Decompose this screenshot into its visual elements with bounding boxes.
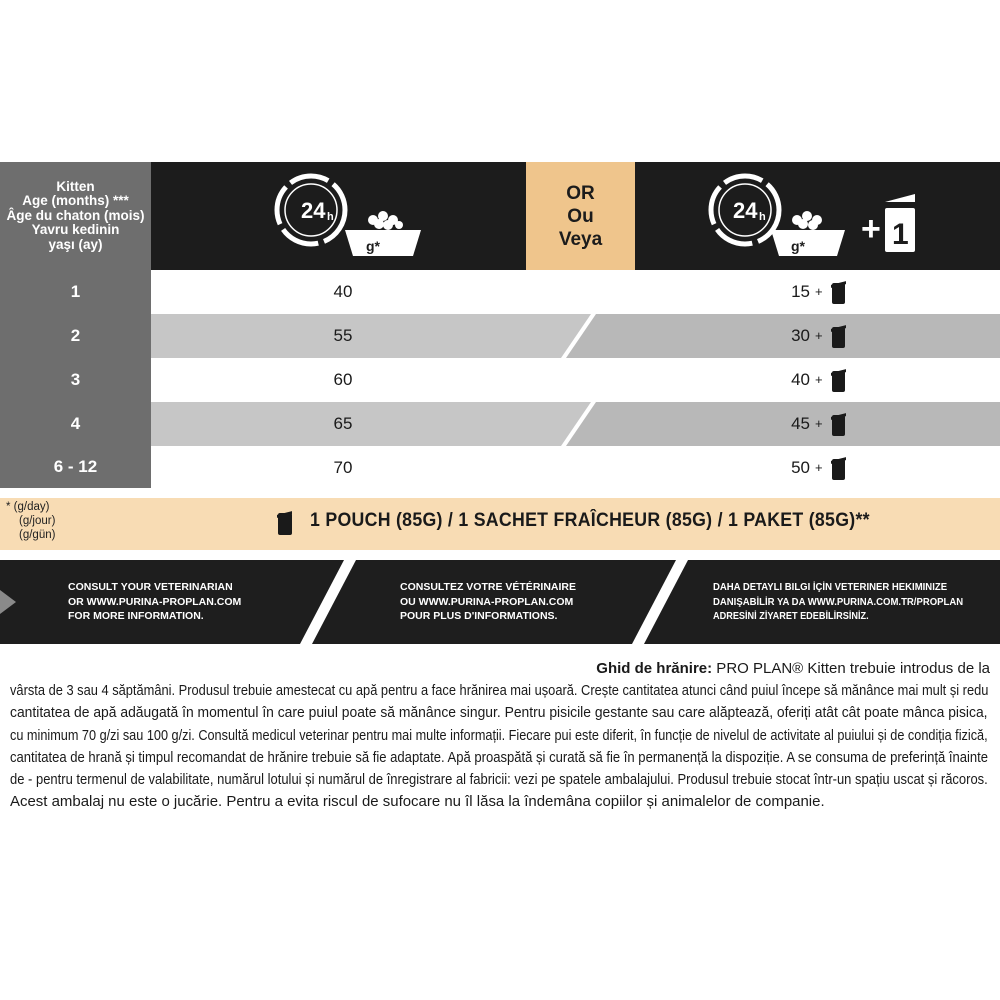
table-row — [151, 358, 1000, 402]
pouch-icon — [832, 415, 845, 436]
unit-line: * (g/day) — [6, 501, 50, 513]
consult-line: CONSULT YOUR VETERINARIAN — [68, 581, 233, 593]
consult-text-en — [68, 580, 241, 624]
consult-line: DANIŞABİLİR YA DA WWW.PURINA.COM.TR/PROPLAN — [713, 595, 964, 608]
consult-line: OR WWW.PURINA-PROPLAN.COM — [68, 595, 242, 608]
units-legend — [6, 500, 55, 542]
pouch-icon — [832, 371, 845, 392]
age-header-line: Kitten — [56, 178, 95, 194]
table-row-age: 3 — [0, 358, 151, 402]
pouch-icon — [832, 459, 845, 480]
mixed-grams-value: 30 — [791, 326, 810, 345]
mixed-grams-value: 15 — [791, 282, 810, 301]
guide-title: Ghid de hrănire: — [596, 660, 713, 677]
mixed-grams-value: 45 — [791, 414, 810, 433]
mixed-grams-value: 40 — [791, 370, 810, 389]
dry-grams-value: 55 — [333, 326, 353, 345]
clock-hours-text: 24 — [733, 198, 758, 223]
plus-sign: + — [815, 328, 823, 343]
clock-bowl-pouch-icon — [705, 172, 995, 264]
consult-line: FOR MORE INFORMATION. — [68, 610, 204, 622]
dry-food-header — [151, 162, 526, 270]
dry-grams-value: 40 — [333, 282, 353, 301]
age-header-line: Age (months) *** — [22, 193, 129, 209]
pouch-count: 1 — [892, 218, 909, 251]
clock-unit-text: h — [327, 211, 334, 223]
consult-text-tr — [713, 580, 1000, 624]
guide-line: cantitatea de hrană și timpul recomandat de hrănire trebuie să fie adaptate. Apă proaspătă și curată să fie în permanență la dispoziție. A se consuma de preferință înainte — [10, 748, 989, 766]
or-label-en: OR — [566, 182, 595, 204]
age-header-line: yaşı (ay) — [48, 236, 103, 252]
unit-line: (g/jour) — [19, 515, 56, 527]
plus-sign: + — [815, 372, 823, 387]
guide-first-line — [10, 658, 990, 680]
consult-line: DAHA DETAYLI BILGI İÇİN VETERINER HEKIMINIZE — [713, 581, 948, 593]
consult-line: ADRESİNİ ZİYARET EDEBİLİRSİNİZ. — [713, 610, 869, 622]
guide-line: Acest ambalaj nu este o jucărie. Pentru a evita riscul de sufocare nu îl lăsa la îndemâna copiilor și animalelor de companie. — [10, 793, 825, 811]
mixed-feeding-header — [635, 162, 1000, 270]
feeding-guide-text — [10, 658, 990, 813]
table-row-age: 2 — [0, 314, 151, 358]
clock-unit-text: h — [759, 211, 766, 223]
or-divider-header — [526, 162, 635, 270]
plus-sign: + — [861, 210, 881, 248]
pouch-size-note: 1 POUCH (85G) / 1 SACHET FRAÎCHEUR (85G) / 1 PAKET (85G)** — [310, 510, 870, 531]
age-header-line: Yavru kedinin — [31, 222, 120, 238]
dry-grams-value: 65 — [333, 414, 353, 433]
consult-text-fr — [400, 580, 576, 624]
guide-intro: PRO PLAN® Kitten trebuie introdus de la — [712, 660, 990, 677]
mixed-grams-value: 50 — [791, 458, 810, 477]
unit-line: (g/gün) — [19, 529, 56, 541]
guide-line: vârsta de 3 sau 4 săptămâni. Produsul trebuie amestecat cu apă pentru a face hrănirea mai ușoară. Crește cantitatea atunci când puiul începe să mănânce mai mult și redu — [10, 682, 989, 700]
consult-line: POUR PLUS D'INFORMATIONS. — [400, 610, 558, 622]
consult-line: CONSULTEZ VOTRE VÉTÉRINAIRE — [400, 581, 576, 593]
grams-label: g* — [366, 238, 380, 254]
age-header-line: Âge du chaton (mois) — [6, 207, 145, 223]
food-bowl-icon — [341, 200, 426, 262]
table-row — [151, 402, 1000, 446]
guide-line: cantitatea de apă adăugată în momentul în care puiul poate să mănânce singur. Pentru pisicile gestante sau care alăptează, oferiți atât cât poate mânca pisica, — [10, 704, 988, 722]
table-row — [151, 446, 1000, 490]
table-row — [151, 314, 1000, 358]
table-row — [151, 270, 1000, 314]
pouch-icon — [278, 513, 292, 535]
table-row-age: 4 — [0, 402, 151, 446]
dry-grams-value: 70 — [333, 458, 353, 477]
dry-grams-value: 60 — [333, 370, 353, 389]
plus-sign: + — [815, 284, 823, 299]
guide-line: de - pentru termenul de valabilitate, numărul lotului și numărul de înregistrare al fabricii: vezi pe spatele ambalajului. Produsul trebuie stocat într-un spațiu uscat și răcoros. — [10, 771, 988, 789]
table-row-age: 1 — [0, 270, 151, 314]
pouch-icon — [832, 283, 845, 304]
pouch-icon — [832, 327, 845, 348]
consult-line: OU WWW.PURINA-PROPLAN.COM — [400, 595, 574, 608]
grams-label: g* — [791, 238, 805, 254]
guide-line: cu minimum 70 g/zi sau 100 g/zi. Consultă medicul veterinar pentru mai multe informații. Fiecare pui este diferit, în funcție de nivelul de activitate al puiului și de condiția fizică, — [10, 726, 988, 744]
or-label-tr: Veya — [558, 228, 603, 250]
table-row-age: 6 - 12 — [0, 446, 151, 488]
clock-hours-text: 24 — [301, 198, 326, 223]
plus-sign: + — [815, 460, 823, 475]
plus-sign: + — [815, 416, 823, 431]
or-label-fr: Ou — [567, 205, 594, 227]
age-column-header — [0, 162, 151, 270]
